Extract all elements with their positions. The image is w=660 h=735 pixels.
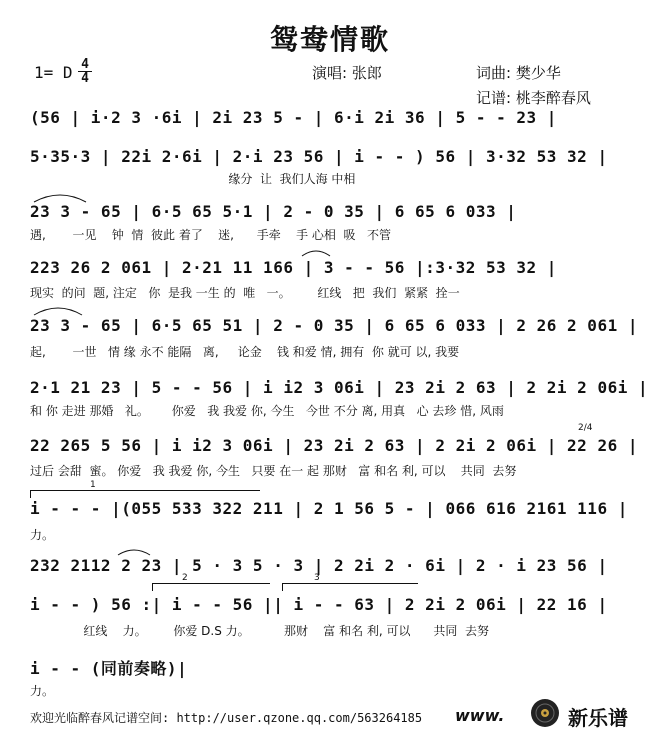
volta-label-3: 3	[314, 573, 320, 583]
volta-bracket-edge	[282, 583, 283, 591]
volta-bracket-edge	[30, 490, 31, 498]
lyrics-row-2: 缘分 让 我们人海 中相	[30, 172, 356, 186]
footer-note: 欢迎光临醉春风记谱空间: http://user.qzone.qq.com/563264185	[30, 711, 423, 725]
lyrics-row-10: 红线 力。 你爱 D.S 力。 那财 富 和名 利, 可以 共同 去努	[30, 624, 490, 638]
song-title: 鸳鸯情歌	[269, 23, 390, 56]
lyrics-row-11: 力。	[30, 684, 55, 698]
tie-mark	[114, 545, 154, 557]
staff-row-5: 23 3 - 65 | 6·5 65 51 | 2 - 0 35 | 6 65 6 033 | 2 26 2 061 |	[30, 316, 638, 335]
staff-row-4: 223 26 2 061 | 2·21 11 166 | 3 - - 56 |:3·32 53 32 |	[30, 258, 557, 277]
staff-row-9: 232 2112 2 23 | 5 · 3 5 · 3 | 2 2i 2 · 6i | 2 · i 23 56 |	[30, 556, 608, 575]
site-logo-text: 新乐谱	[568, 706, 628, 730]
lyrics-row-4: 现实 的问 题, 注定 你 是我 一生 的 唯 一。 红线 把 我们 紧紧 拴一	[30, 286, 460, 300]
staff-row-11: i - - (同前奏略)|	[30, 659, 188, 678]
time-signature	[78, 58, 92, 85]
volta-bracket-line	[282, 583, 418, 584]
staff-row-6: 2·1 21 23 | 5 - - 56 | i i2 3 06i | 23 2i 2 63 | 2 2i 2 06i |	[30, 378, 649, 397]
lyrics-row-3: 遇, 一见 钟 情 彼此 着了 迷, 手牵 手 心相 吸 不管	[30, 228, 391, 242]
staff-row-10: i - - ) 56 :| i - - 56 || i - - 63 | 2 2i 2 06i | 22 16 |	[30, 595, 608, 614]
staff-row-8: i - - - |(055 533 322 211 | 2 1 56 5 - | 066 616 2161 116 |	[30, 499, 628, 518]
volta-bracket-line	[30, 490, 260, 491]
volta-bracket-edge	[152, 583, 153, 591]
site-logo-prefix: www.	[455, 706, 505, 725]
transcriber-credit: 记谱: 桃李醉春风	[476, 89, 591, 107]
lyrics-row-6: 和 你 走进 那婚 礼。 你爱 我 我爱 你, 今生 今世 不分 离, 用真 心 去珍 惜, 风雨	[30, 404, 504, 418]
composer-credit: 词曲: 樊少华	[476, 64, 561, 82]
time-signature-top: 4	[78, 58, 92, 72]
staff-row-3: 23 3 - 65 | 6·5 65 5·1 | 2 - 0 35 | 6 65 6 033 |	[30, 202, 517, 221]
tie-mark	[30, 303, 86, 317]
staff-row-2: 5·35·3 | 22i 2·6i | 2·i 23 56 | i - - ) 56 | 3·32 53 32 |	[30, 147, 608, 166]
staff-row-1: (56 | i·2 3 ·6i | 2i 23 5 - | 6·i 2i 36 | 5 - - 23 |	[30, 108, 557, 127]
volta-bracket-line	[152, 583, 270, 584]
time-signature-bottom: 4	[81, 71, 89, 86]
tie-mark	[30, 190, 90, 204]
volta-label-2: 2	[182, 573, 188, 583]
meter-change-label: 2/4	[578, 423, 593, 433]
lyrics-row-5: 起, 一世 情 缘 永不 能隔 离, 论金 钱 和爱 情, 拥有 你 就可 以, 我要	[30, 345, 460, 359]
singer-credit: 演唱: 张郎	[312, 64, 382, 82]
lyrics-row-7: 过后 会甜 蜜。 你爱 我 我爱 你, 今生 只要 在一 起 那财 富 和名 利, 可以 共同 去努	[30, 464, 517, 478]
record-disc-icon	[530, 698, 560, 728]
tie-mark	[298, 246, 334, 258]
lyrics-row-8: 力。	[30, 528, 55, 542]
staff-row-7: 22 265 5 56 | i i2 3 06i | 23 2i 2 63 | 2 2i 2 06i | 22 26 |	[30, 436, 638, 455]
volta-label-1: 1	[90, 480, 96, 490]
key-signature: 1= D	[34, 63, 73, 82]
